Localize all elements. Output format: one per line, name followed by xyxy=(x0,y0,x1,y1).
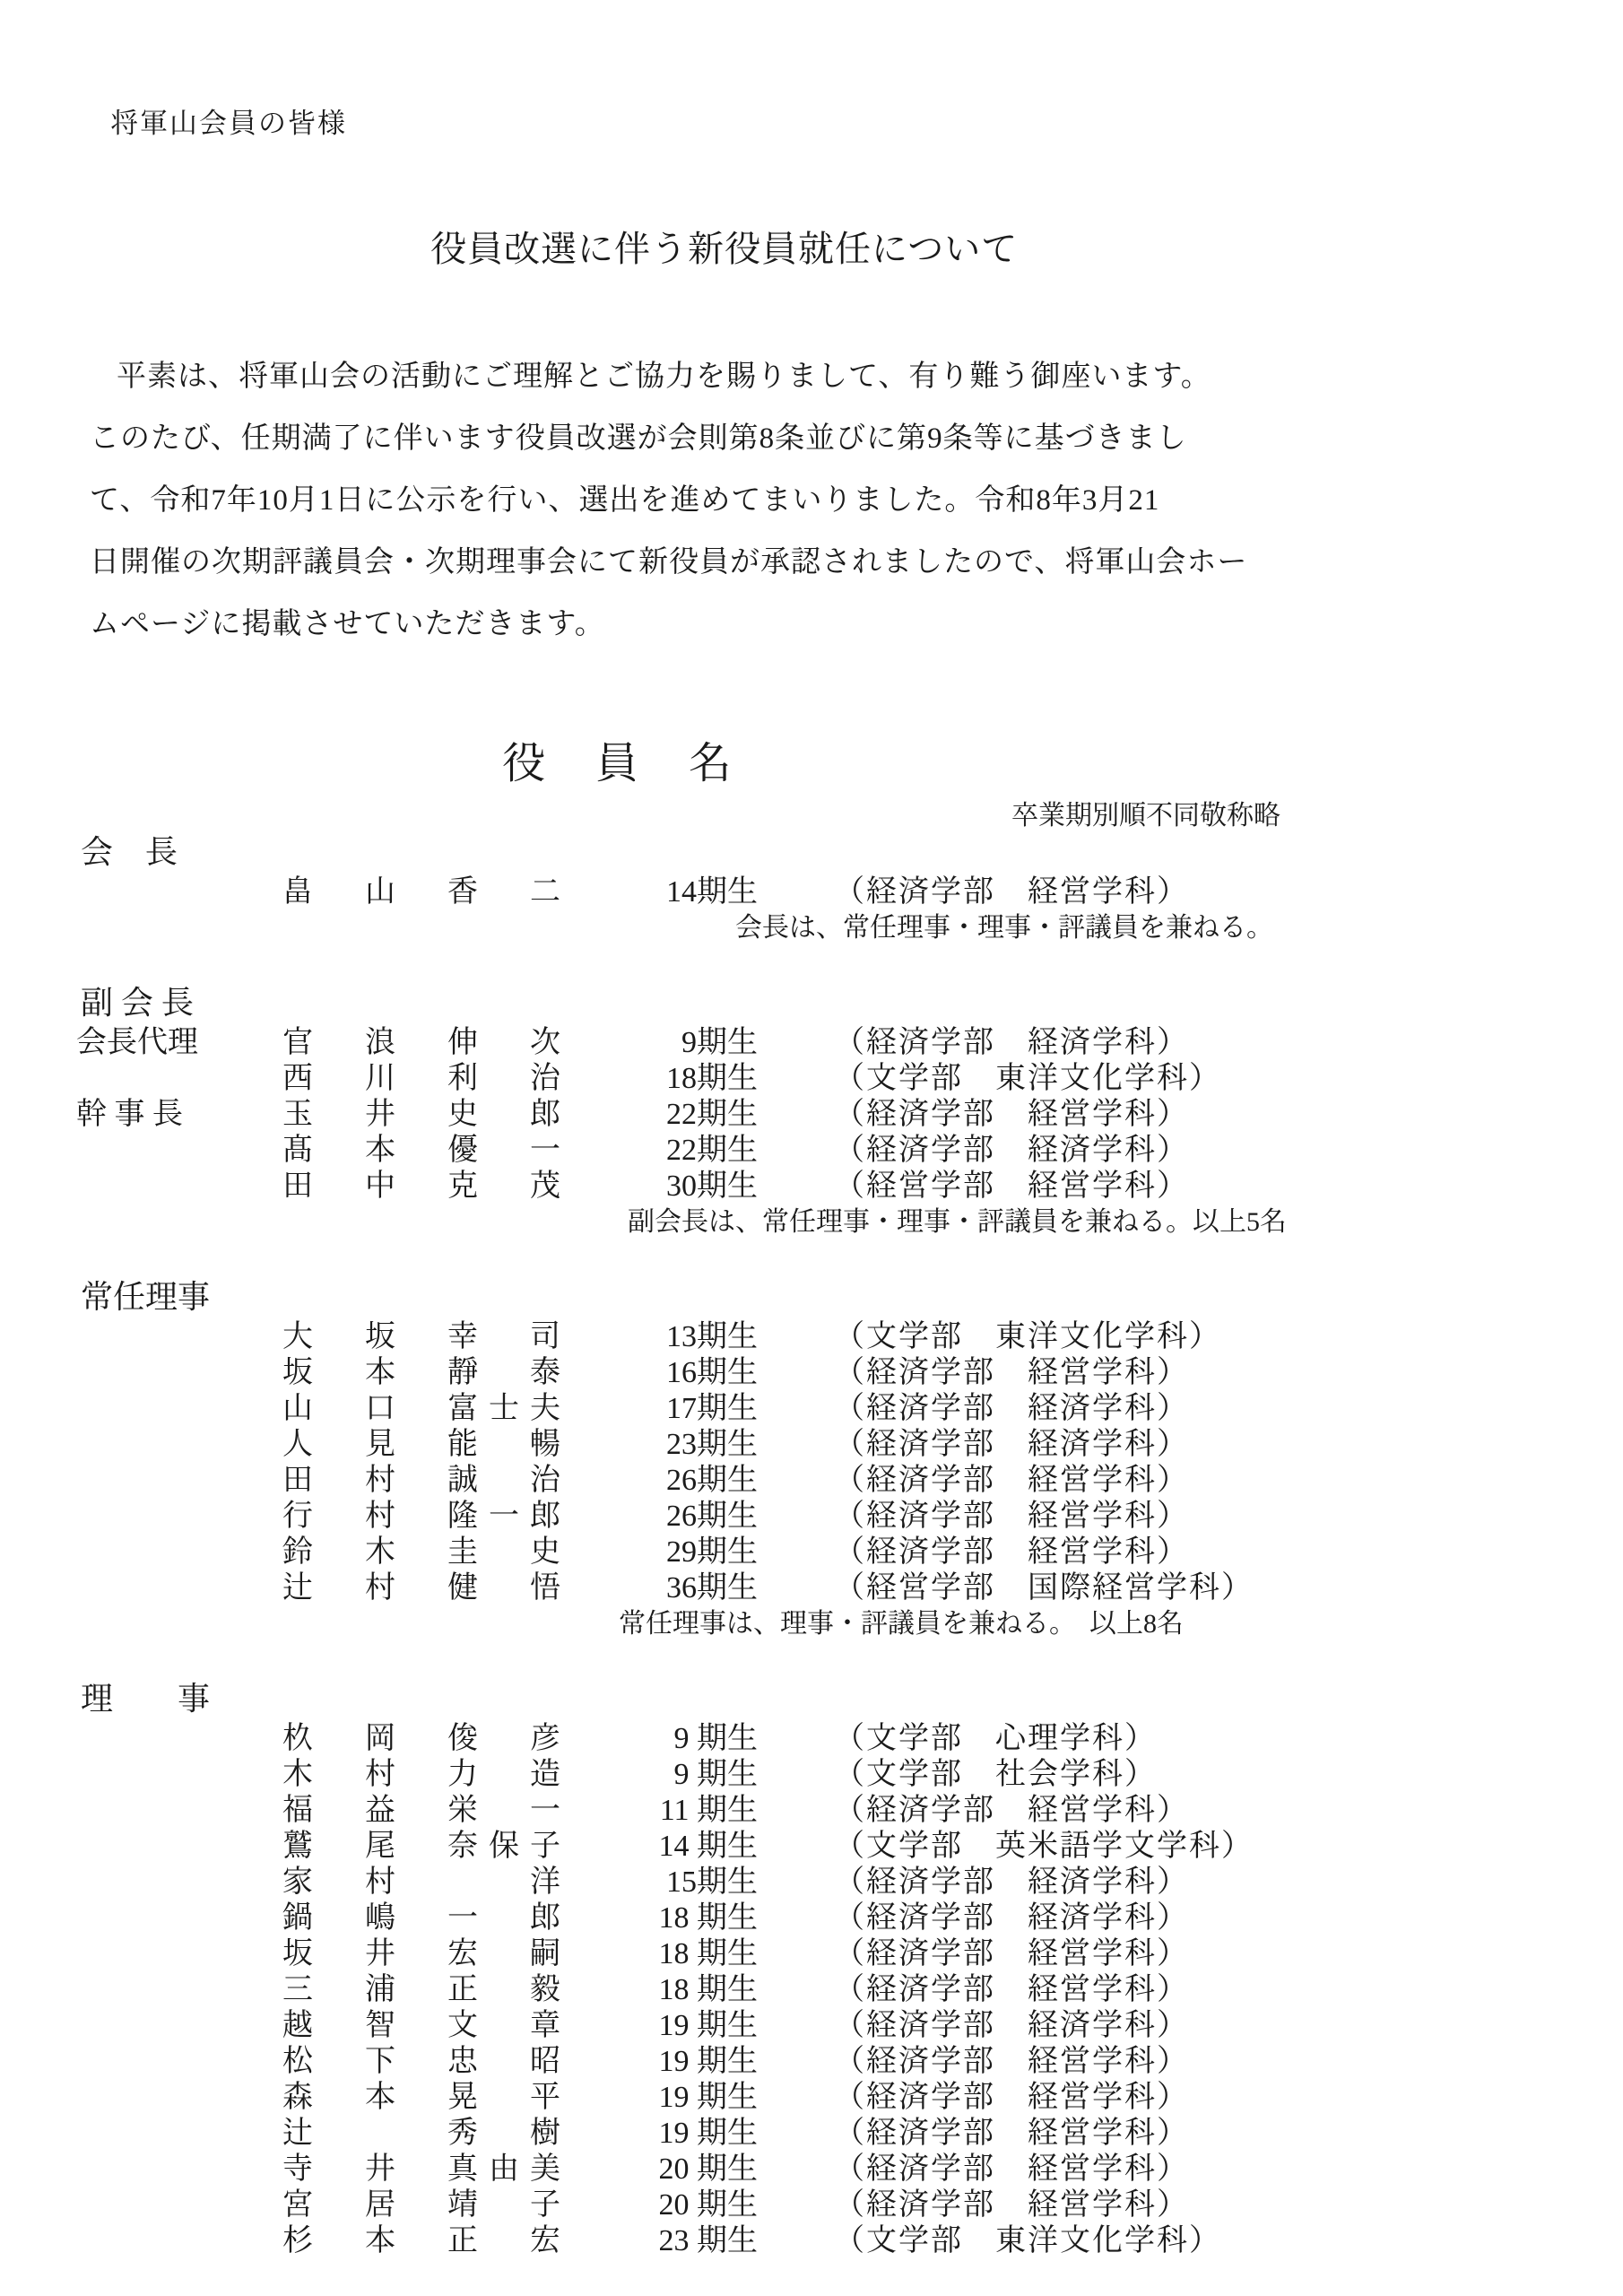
officer-role-label xyxy=(76,1391,282,1427)
officer-row xyxy=(0,2080,1623,2116)
officer-row xyxy=(0,1169,1623,1205)
officer-name: 田 中 克 茂 xyxy=(282,1170,571,1203)
officer-name: 坂 本 靜 泰 xyxy=(282,1356,571,1389)
officer-row xyxy=(0,1900,1623,1936)
body-line: 平素は、将軍山会の活動にご理解とご協力を賜りまして、有り難う御座います。 xyxy=(117,361,1211,393)
officer-graduation-period: 19 期生 xyxy=(658,2117,758,2150)
section-rows xyxy=(0,1319,1623,1606)
officer-role-label xyxy=(76,1319,282,1355)
body-line: て、令和7年10月1日に公示を行い、選出を進めてまいりました。令和8年3月21 xyxy=(90,484,1160,517)
officer-name: 鈴 木 圭 史 xyxy=(282,1535,571,1569)
officer-faculty: （経済学部 経営学科） xyxy=(834,2117,1189,2150)
officer-name: 坂 井 宏 嗣 xyxy=(282,1937,571,1970)
officer-row xyxy=(0,2223,1623,2259)
officer-row xyxy=(0,1319,1623,1355)
officer-faculty: （経済学部 経営学科） xyxy=(834,1356,1189,1389)
officer-graduation-period: 26期生 xyxy=(666,1464,758,1497)
officer-name: 西 川 利 治 xyxy=(282,1062,571,1095)
document-title: 役員改選に伴う新役員就任について xyxy=(430,229,1019,269)
officer-role-label xyxy=(76,1427,282,1463)
officer-faculty: （経済学部 経済学科） xyxy=(834,1392,1189,1425)
officer-row xyxy=(0,1463,1623,1499)
body-line: 日開催の次期評議員会・次期理事会にて新役員が承認されましたので、将軍山会ホー xyxy=(90,546,1248,578)
officer-row xyxy=(0,1097,1623,1133)
officer-faculty: （経営学部 経営学科） xyxy=(834,1170,1189,1203)
officer-faculty: （経済学部 経営学科） xyxy=(834,2081,1189,2114)
officer-faculty: （文学部 東洋文化学科） xyxy=(834,1062,1221,1095)
officer-row xyxy=(0,1570,1623,1606)
officer-graduation-period: 23 期生 xyxy=(658,2224,758,2257)
officer-graduation-period: 9 期生 xyxy=(673,1722,758,1755)
officer-row xyxy=(0,1355,1623,1391)
officer-role-label xyxy=(76,2008,282,2044)
section-rows xyxy=(0,1025,1623,1205)
roster-section xyxy=(0,830,1623,944)
officer-role-label xyxy=(76,1972,282,2008)
greeting-line: 将軍山会員の皆様 xyxy=(110,108,347,139)
roster-section xyxy=(0,1676,1623,2259)
officer-graduation-period: 29期生 xyxy=(666,1535,758,1569)
officer-role-label xyxy=(76,1829,282,1865)
officer-graduation-period: 19 期生 xyxy=(658,2081,758,2114)
officer-faculty: （文学部 東洋文化学科） xyxy=(834,1320,1221,1353)
officer-row xyxy=(0,2044,1623,2080)
officer-faculty: （経済学部 経営学科） xyxy=(834,1794,1189,1827)
officer-faculty: （経済学部 経済学科） xyxy=(834,1901,1189,1935)
officer-faculty: （経済学部 経済学科） xyxy=(834,1134,1189,1167)
officer-row xyxy=(0,1865,1623,1900)
officer-name: 畠 山 香 二 xyxy=(282,875,571,909)
officer-graduation-period: 18 期生 xyxy=(658,1973,758,2006)
officer-name: 松 下 忠 昭 xyxy=(282,2045,571,2078)
officer-name: 三 浦 正 毅 xyxy=(282,1973,571,2006)
roster-order-note: 卒業期別順不同敬称略 xyxy=(1011,801,1280,831)
officer-faculty: （経済学部 経済学科） xyxy=(834,2009,1189,2042)
officer-faculty: （経済学部 経営学科） xyxy=(834,875,1189,909)
officer-faculty: （経済学部 経営学科） xyxy=(834,2045,1189,2078)
officer-graduation-period: 14期生 xyxy=(666,875,758,909)
officer-role-label xyxy=(76,1865,282,1900)
officer-faculty: （文学部 東洋文化学科） xyxy=(834,2224,1221,2257)
roster-section xyxy=(0,980,1623,1239)
officer-graduation-period: 19 期生 xyxy=(658,2045,758,2078)
officer-row xyxy=(0,1721,1623,1757)
roster-sections xyxy=(0,830,1623,2295)
section-header: 常任理事 xyxy=(81,1279,211,1315)
officer-role-label xyxy=(76,1133,282,1169)
officer-role-label xyxy=(76,2223,282,2259)
officer-faculty: （経済学部 経営学科） xyxy=(834,2188,1189,2222)
officer-name: 鍋 嶋 一 郎 xyxy=(282,1901,571,1935)
officer-row xyxy=(0,1025,1623,1061)
section-header: 会 長 xyxy=(81,834,178,870)
officer-graduation-period: 22期生 xyxy=(666,1098,758,1131)
officer-role-label xyxy=(76,1900,282,1936)
officer-row xyxy=(0,2116,1623,2152)
officer-name: 人 見 能 暢 xyxy=(282,1428,571,1461)
officer-name: 髙 本 優 一 xyxy=(282,1134,571,1167)
officer-faculty: （経済学部 経済学科） xyxy=(834,1026,1189,1059)
officer-name: 辻 秀 樹 xyxy=(282,2117,571,2150)
officer-faculty: （文学部 心理学科） xyxy=(834,1722,1157,1755)
officer-graduation-period: 9 期生 xyxy=(673,1758,758,1791)
section-header: 理 事 xyxy=(81,1681,211,1717)
officer-graduation-period: 13期生 xyxy=(666,1320,758,1353)
officer-row xyxy=(0,1133,1623,1169)
officer-row xyxy=(0,1499,1623,1535)
officer-graduation-period: 22期生 xyxy=(666,1134,758,1167)
officer-graduation-period: 30期生 xyxy=(666,1170,758,1203)
officer-name: 家 村 洋 xyxy=(282,1866,571,1899)
officer-graduation-period: 18 期生 xyxy=(658,1901,758,1935)
officer-row xyxy=(0,1757,1623,1793)
officer-role-label xyxy=(76,874,282,910)
officer-graduation-period: 23期生 xyxy=(666,1428,758,1461)
officer-graduation-period: 16期生 xyxy=(666,1356,758,1389)
officer-name: 寺 井 真由美 xyxy=(282,2152,571,2186)
officer-row xyxy=(0,2152,1623,2187)
officer-name: 木 村 力 造 xyxy=(282,1758,571,1791)
officer-name: 辻 村 健 悟 xyxy=(282,1571,571,1605)
officer-name: 杉 本 正 宏 xyxy=(282,2224,571,2257)
officer-graduation-period: 15期生 xyxy=(666,1866,758,1899)
officer-role-label xyxy=(76,1793,282,1829)
section-rows xyxy=(0,874,1623,910)
officer-faculty: （経営学部 国際経営学科） xyxy=(834,1571,1254,1605)
officer-graduation-period: 9期生 xyxy=(681,1026,758,1059)
section-header: 副 会 長 xyxy=(81,985,195,1021)
officer-name: 大 坂 幸 司 xyxy=(282,1320,571,1353)
officer-role-label xyxy=(76,2080,282,2116)
officer-row xyxy=(0,2187,1623,2223)
officer-graduation-period: 19 期生 xyxy=(658,2009,758,2042)
officer-role-label xyxy=(76,2152,282,2187)
officer-name: 鷲 尾 奈保子 xyxy=(282,1830,571,1863)
officer-faculty: （経済学部 経営学科） xyxy=(834,1937,1189,1970)
officer-row xyxy=(0,1061,1623,1097)
officer-role-label xyxy=(76,1757,282,1793)
officer-name: 田 村 誠 治 xyxy=(282,1464,571,1497)
officer-role-label xyxy=(76,2044,282,2080)
officer-role-label xyxy=(76,1463,282,1499)
officer-faculty: （経済学部 経営学科） xyxy=(834,1973,1189,2006)
officer-role-label xyxy=(76,2187,282,2223)
roster-section xyxy=(0,1274,1623,1640)
officer-graduation-period: 14 期生 xyxy=(658,1830,758,1863)
officer-row xyxy=(0,1427,1623,1463)
officer-faculty: （経済学部 経営学科） xyxy=(834,1535,1189,1569)
officer-name: 森 本 晃 平 xyxy=(282,2081,571,2114)
officer-row xyxy=(0,874,1623,910)
section-footnote: 常任理事は、理事・評議員を兼ねる。 以上8名 xyxy=(619,1609,1184,1639)
roster-heading: 役員名 xyxy=(502,740,783,787)
officer-role-label: 幹 事 長 xyxy=(76,1098,183,1131)
officer-graduation-period: 11 期生 xyxy=(659,1794,758,1827)
body-line: ムページに掲載させていただきます。 xyxy=(90,608,605,640)
officer-row xyxy=(0,1972,1623,2008)
officer-name: 杦 岡 俊 彦 xyxy=(282,1722,571,1755)
officer-faculty: （経済学部 経済学科） xyxy=(834,1428,1189,1461)
section-footnote: 会長は、常任理事・理事・評議員を兼ねる。 xyxy=(735,913,1273,943)
officer-name: 玉 井 史 郎 xyxy=(282,1098,571,1131)
officer-role-label xyxy=(76,2116,282,2152)
section-footnote: 副会長は、常任理事・理事・評議員を兼ねる。以上5名 xyxy=(628,1207,1287,1237)
officer-row xyxy=(0,1793,1623,1829)
officer-row xyxy=(0,1829,1623,1865)
officer-faculty: （経済学部 経営学科） xyxy=(834,2152,1189,2186)
officer-faculty: （文学部 英米語学文学科） xyxy=(834,1830,1254,1863)
officer-faculty: （経済学部 経営学科） xyxy=(834,1464,1189,1497)
officer-name: 山 口 富士夫 xyxy=(282,1392,571,1425)
officer-role-label xyxy=(76,1169,282,1205)
officer-row xyxy=(0,1391,1623,1427)
officer-role-label xyxy=(76,1570,282,1606)
body-line: このたび、任期満了に伴います役員改選が会則第8条並びに第9条等に基づきまし xyxy=(90,422,1187,455)
officer-role-label: 会長代理 xyxy=(76,1026,198,1059)
officer-faculty: （経済学部 経済学科） xyxy=(834,1866,1189,1899)
officer-faculty: （文学部 社会学科） xyxy=(834,1758,1157,1791)
officer-faculty: （経済学部 経営学科） xyxy=(834,1098,1189,1131)
officer-row xyxy=(0,1535,1623,1570)
officer-name: 宮 居 靖 子 xyxy=(282,2188,571,2222)
officer-graduation-period: 17期生 xyxy=(666,1392,758,1425)
section-rows xyxy=(0,1721,1623,2259)
officer-row xyxy=(0,2008,1623,2044)
officer-role-label xyxy=(76,1061,282,1097)
officer-role-label xyxy=(76,1535,282,1570)
officer-row xyxy=(0,1936,1623,1972)
officer-graduation-period: 26期生 xyxy=(666,1500,758,1533)
officer-graduation-period: 18 期生 xyxy=(658,1937,758,1970)
officer-role-label xyxy=(76,1721,282,1757)
body-paragraph xyxy=(90,346,1248,656)
officer-graduation-period: 18期生 xyxy=(666,1062,758,1095)
officer-role-label xyxy=(76,1499,282,1535)
officer-role-label xyxy=(76,1936,282,1972)
officer-name: 福 益 栄 一 xyxy=(282,1794,571,1827)
officer-graduation-period: 36期生 xyxy=(666,1571,758,1605)
officer-role-label xyxy=(76,1355,282,1391)
officer-graduation-period: 20 期生 xyxy=(658,2188,758,2222)
officer-faculty: （経済学部 経営学科） xyxy=(834,1500,1189,1533)
officer-graduation-period: 20 期生 xyxy=(658,2152,758,2186)
officer-name: 官 浪 伸 次 xyxy=(282,1026,571,1059)
officer-name: 行 村 隆一郎 xyxy=(282,1500,571,1533)
officer-name: 越 智 文 章 xyxy=(282,2009,571,2042)
